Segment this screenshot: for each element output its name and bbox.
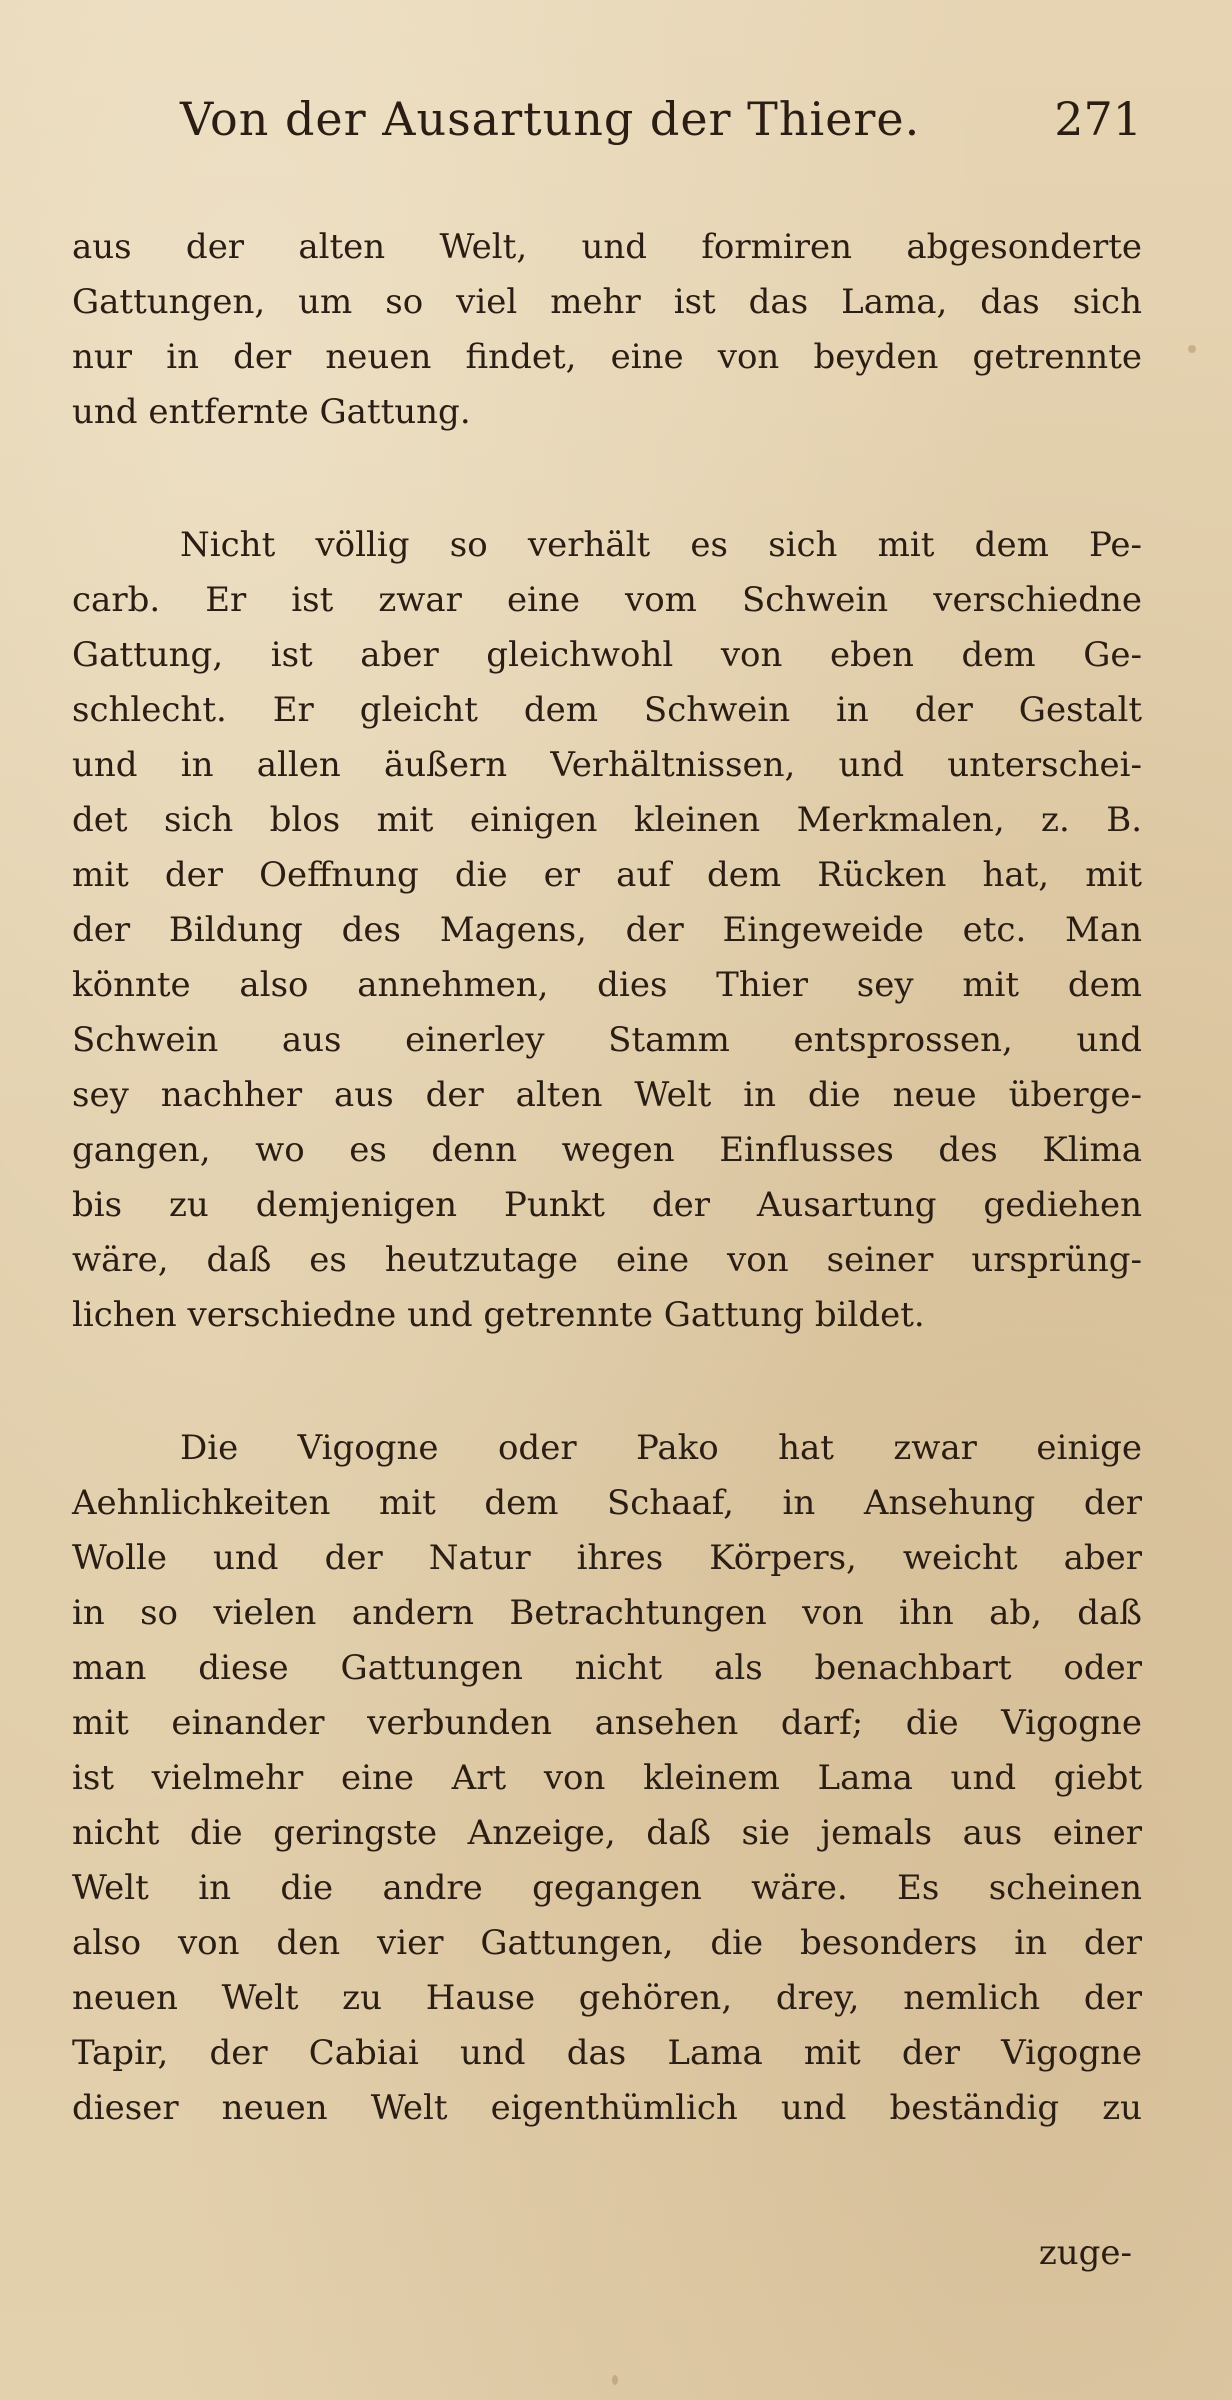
text-line: Schwein aus einerley Stamm entsprossen, und xyxy=(72,1020,1142,1060)
text-line: Gattungen, um so viel mehr ist das Lama, das sich xyxy=(72,282,1142,322)
text-line: lichen verschiedne und getrennte Gattung bildet. xyxy=(72,1295,925,1335)
text-line: sey nachher aus der alten Welt in die neue überge- xyxy=(72,1075,1142,1115)
text-line: carb. Er ist zwar eine vom Schwein verschiedne xyxy=(72,580,1142,620)
paragraph-gap xyxy=(72,440,1142,518)
text-line: dieser neuen Welt eigenthümlich und beständig zu xyxy=(72,2088,1142,2128)
text-line: man diese Gattungen nicht als benachbart oder xyxy=(72,1648,1142,1688)
text-line: schlecht. Er gleicht dem Schwein in der Gestalt xyxy=(72,690,1142,730)
text-line: ist vielmehr eine Art von kleinem Lama und giebt xyxy=(72,1758,1142,1798)
text-line: Tapir, der Cabiai und das Lama mit der Vigogne xyxy=(72,2033,1142,2073)
catchword: zuge- xyxy=(1038,2233,1132,2273)
text-line: mit der Oeffnung die er auf dem Rücken hat, mit xyxy=(72,855,1142,895)
text-line: det sich blos mit einigen kleinen Merkmalen, z. B. xyxy=(72,800,1142,840)
text-line: Aehnlichkeiten mit dem Schaaf, in Ansehung der xyxy=(72,1483,1142,1523)
text-line: nur in der neuen findet, eine von beyden getrennte xyxy=(72,337,1142,377)
text-line: Wolle und der Natur ihres Körpers, weicht aber xyxy=(72,1538,1142,1578)
text-line: aus der alten Welt, und formiren abgesonderte xyxy=(72,227,1142,267)
paragraph xyxy=(72,518,1142,1343)
text-line: Die Vigogne oder Pako hat zwar einige xyxy=(180,1428,1142,1468)
page-number: 271 xyxy=(1054,92,1142,146)
text-line: wäre, daß es heutzutage eine von seiner ursprüng- xyxy=(72,1240,1142,1280)
text-line: Nicht völlig so verhält es sich mit dem Pe- xyxy=(180,525,1142,565)
paragraph-gap xyxy=(72,1343,1142,1421)
text-line: der Bildung des Magens, der Eingeweide etc. Man xyxy=(72,910,1142,950)
text-line: bis zu demjenigen Punkt der Ausartung gediehen xyxy=(72,1185,1142,1225)
text-line: mit einander verbunden ansehen darf; die Vigogne xyxy=(72,1703,1142,1743)
text-line: also von den vier Gattungen, die besonders in der xyxy=(72,1923,1142,1963)
paper-stain xyxy=(1188,345,1196,353)
page-header xyxy=(180,92,1142,162)
paragraph xyxy=(72,1421,1142,2136)
running-title: Von der Ausartung der Thiere. xyxy=(180,92,921,146)
text-line: Welt in die andre gegangen wäre. Es scheinen xyxy=(72,1868,1142,1908)
text-line: neuen Welt zu Hause gehören, drey, nemlich der xyxy=(72,1978,1142,2018)
text-line: und entfernte Gattung. xyxy=(72,392,471,432)
text-line: und in allen äußern Verhältnissen, und unterschei- xyxy=(72,745,1142,785)
text-line: Gattung, ist aber gleichwohl von eben dem Ge- xyxy=(72,635,1142,675)
text-line: gangen, wo es denn wegen Einflusses des Klima xyxy=(72,1130,1142,1170)
text-line: könnte also annehmen, dies Thier sey mit dem xyxy=(72,965,1142,1005)
paper-stain xyxy=(612,2375,618,2385)
body-text xyxy=(72,220,1142,2136)
paragraph xyxy=(72,220,1142,440)
text-line: in so vielen andern Betrachtungen von ihn ab, daß xyxy=(72,1593,1142,1633)
text-line: nicht die geringste Anzeige, daß sie jemals aus einer xyxy=(72,1813,1142,1853)
